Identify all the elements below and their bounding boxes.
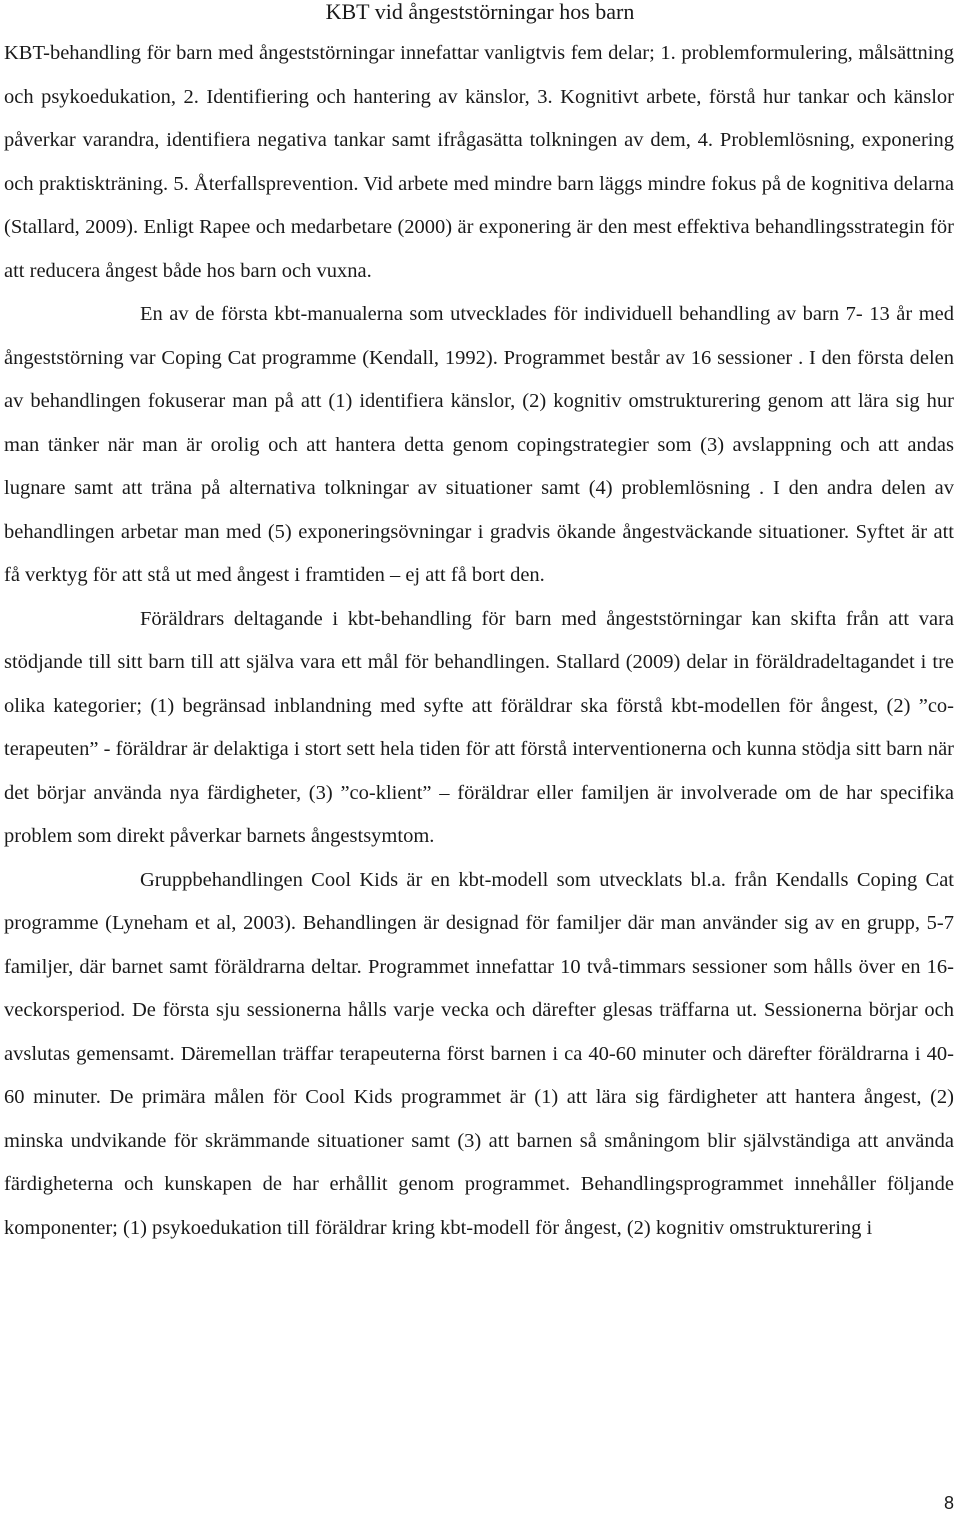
paragraph-cool-kids: Gruppbehandlingen Cool Kids är en kbt-modell som utvecklats bl.a. från Kendalls Coping Cat programme (Lyneham et al, 2003). Behandlingen är designad för familjer där man använder sig av en grupp, 5-7 familjer, där barnet samt föräldrarna deltar. Programmet innefattar 10 två-timmars sessioner som hålls över en 16-veckorsperiod. De första sju sessionerna hålls varje vecka och därefter glesas träffarna ut. Sessionerna börjar och avslutas gemensamt. Däremellan träffar terapeuterna först barnen i ca 40-60 minuter och därefter föräldrarna i 40-60 minuter. De primära målen för Cool Kids programmet är (1) att lära sig färdigheter att hantera ångest, (2) minska undvikande för skrämmande situationer samt (3) att barnen så småningom blir självständiga att använda färdigheterna och kunskapen de har erhållit genom programmet. Behandlingsprogrammet innehåller följande komponenter; (1) psykoedukation till föräldrar kring kbt-modell för ångest, (2) kognitiv omstrukturering i (4, 868, 954, 1239)
paragraph-coping-cat: En av de första kbt-manualerna som utvecklades för individuell behandling av barn 7- 13 år med ångeststörning var Coping Cat programme (Kendall, 1992). Programmet består av 16 sessioner . I den första delen av behandlingen fokuserar man på att (1) identifiera känslor, (2) kognitiv omstrukturering genom att lära sig hur man tänker när man är orolig och att hantera detta genom copingstrategier som (3) avslappning och att andas lugnare samt att träna på alternativa tolkningar av situationer samt (4) problemlösning . I den andra delen av behandlingen arbetar man med (5) exponeringsövningar i gradvis ökande ångestväckande situationer. Syftet är att få verktyg för att stå ut med ångest i framtiden – ej att få bort den. (4, 303, 954, 586)
page-title: KBT vid ångeststörningar hos barn (325, 0, 635, 24)
paragraph-treatment-parts: KBT-behandling för barn med ångeststörningar innefattar vanligtvis fem delar; 1. problemformulering, målsättning och psykoedukation, 2. Identifiering och hantering av känslor, 3. Kognitivt arbete, förstå hur tankar och känslor påverkar varandra, identifiera negativa tankar samt ifrågasätta tolkningen av dem, 4. Problemlösning, exponering och praktiskträning. 5. Återfallsprevention. Vid arbete med mindre barn läggs mindre fokus på de kognitiva delarna (Stallard, 2009). Enligt Rapee och medarbetare (2000) är exponering är den mest effektiva behandlingsstrategin för att reducera ångest både hos barn och vuxna. (4, 42, 954, 282)
document-body (4, 32, 954, 1250)
page-number: 8 (943, 1493, 954, 1513)
paragraph-parent-involvement: Föräldrars deltagande i kbt-behandling för barn med ångeststörningar kan skifta från att vara stödjande till sitt barn till att själva vara ett mål för behandlingen. Stallard (2009) delar in föräldradeltagandet i tre olika kategorier; (1) begränsad inblandning med syfte att föräldrar ska förstå kbt-modellen för ångest, (2) ”co-terapeuten” - föräldrar är delaktiga i stort sett hela tiden för att förstå interventionerna och kunna stödja sitt barn när det börjar använda nya färdigheter, (3) ”co-klient” – föräldrar eller familjen är involverade om de har specifika problem som direkt påverkar barnets ångestsymtom. (4, 607, 954, 847)
